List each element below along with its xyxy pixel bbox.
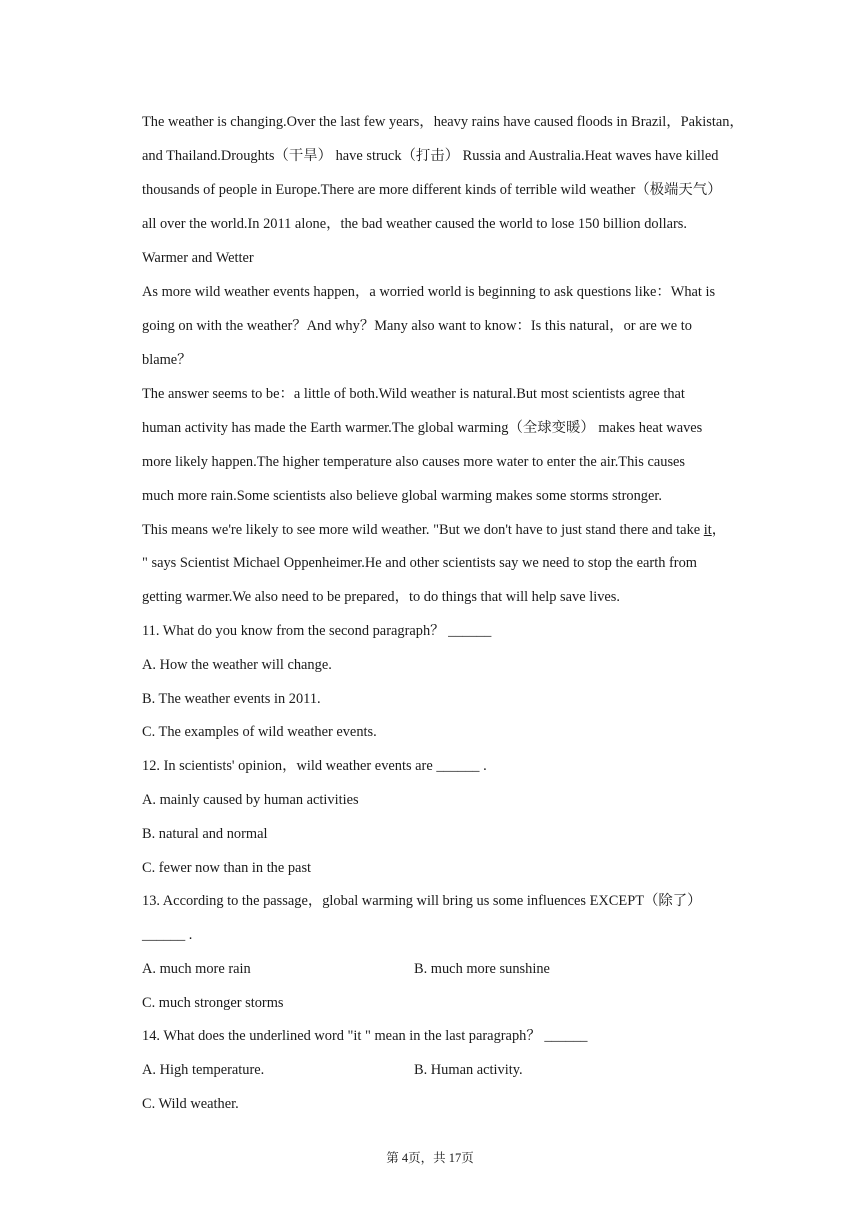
underlined-word: it xyxy=(703,522,712,538)
question-13-stem: 13. According to the passage，global warming will bring us some influences EXCEPT（除了） xyxy=(142,893,702,909)
question-11-option-a: A. How the weather will change. xyxy=(142,657,332,673)
question-14-stem: 14. What does the underlined word "it " mean in the last paragraph？ ______ xyxy=(142,1028,588,1044)
section-heading: Warmer and Wetter xyxy=(142,250,254,266)
passage-line: all over the world.In 2011 alone，the bad weather caused the world to lose 150 billion dollars. xyxy=(142,216,687,232)
passage-line: The weather is changing.Over the last few years，heavy rains have caused floods in Brazil，Pakistan， xyxy=(142,114,744,130)
question-12-option-c: C. fewer now than in the past xyxy=(142,860,312,876)
question-11-stem: 11. What do you know from the second paragraph？ ______ xyxy=(142,623,492,639)
passage-line xyxy=(142,520,782,540)
question-13-blank: ______ . xyxy=(142,927,193,943)
question-14-option-a: A. High temperature. xyxy=(142,1062,265,1078)
passage-line: getting warmer.We also need to be prepared，to do things that will help save lives. xyxy=(142,589,621,605)
passage-line: going on with the weather？And why？Many also want to know：Is this natural，or are we to xyxy=(142,318,692,334)
passage-line: much more rain.Some scientists also believe global warming makes some storms stronger. xyxy=(142,488,662,504)
passage-line: The answer seems to be：a little of both.Wild weather is natural.But most scientists agree that xyxy=(142,386,685,402)
page-footer: 第 4页，共 17页 xyxy=(386,1151,474,1165)
question-13-option-b: B. much more sunshine xyxy=(414,961,550,977)
question-14-option-b: B. Human activity. xyxy=(414,1062,523,1078)
question-11-option-b: B. The weather events in 2011. xyxy=(142,691,321,707)
passage-line: " says Scientist Michael Oppenheimer.He and other scientists say we need to stop the earth from xyxy=(142,555,697,571)
question-12-option-a: A. mainly caused by human activities xyxy=(142,792,359,808)
passage-line: and Thailand.Droughts（干旱） have struck（打击） Russia and Australia.Heat waves have killed xyxy=(142,148,719,164)
passage-line: As more wild weather events happen，a worried world is beginning to ask questions like：What is xyxy=(142,284,716,300)
passage-line: human activity has made the Earth warmer.The global warming（全球变暖） makes heat waves xyxy=(142,420,703,436)
passage-line: blame？ xyxy=(142,352,192,368)
question-12-option-b: B. natural and normal xyxy=(142,826,268,842)
passage-text: ， xyxy=(711,522,727,538)
question-11-option-c: C. The examples of wild weather events. xyxy=(142,724,377,740)
passage-line: thousands of people in Europe.There are more different kinds of terrible wild weather（极端天气） xyxy=(142,182,722,198)
passage-line: more likely happen.The higher temperature also causes more water to enter the air.This causes xyxy=(142,454,686,470)
passage-text: This means we're likely to see more wild weather. "But we don't have to just stand there and take xyxy=(142,522,704,538)
question-13-option-a: A. much more rain xyxy=(142,961,251,977)
question-12-stem: 12. In scientists' opinion，wild weather events are ______ . xyxy=(142,758,487,774)
question-14-option-c: C. Wild weather. xyxy=(142,1096,239,1112)
question-13-option-c: C. much stronger storms xyxy=(142,995,284,1011)
